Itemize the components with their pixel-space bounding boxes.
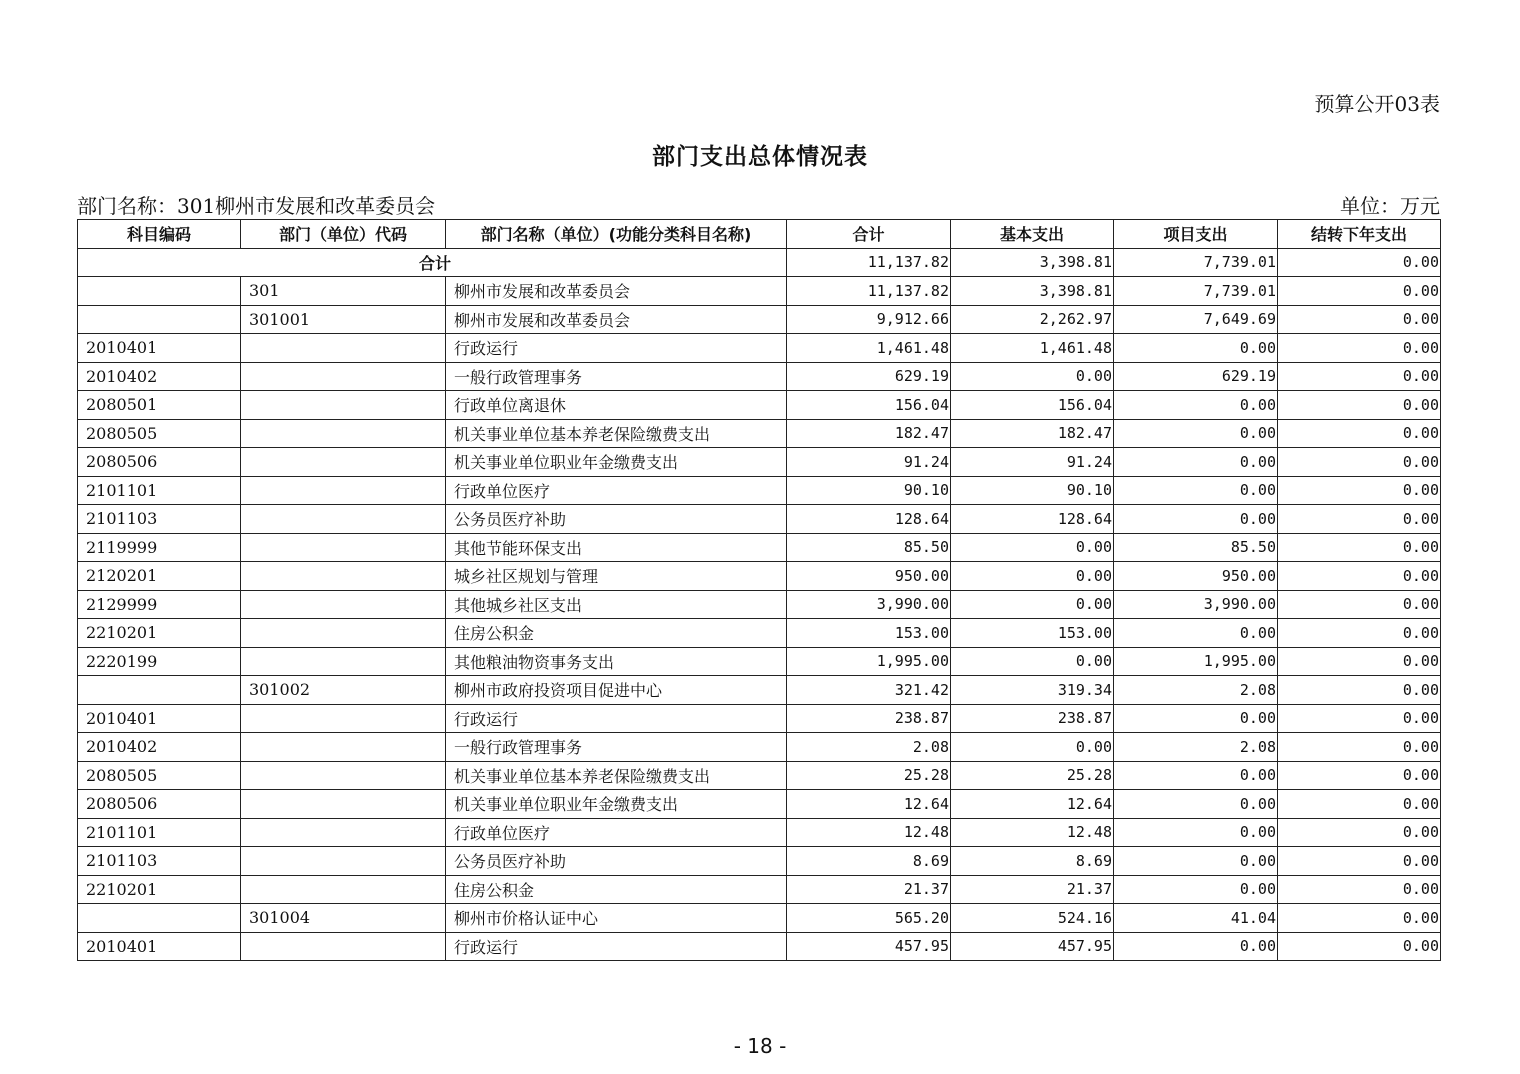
cell-basic: 3,398.81 (951, 277, 1114, 306)
cell-unit-code (241, 362, 446, 391)
cell-unit-code (241, 932, 446, 961)
cell-subject-code: 2080501 (78, 391, 241, 420)
cell-project: 0.00 (1114, 419, 1278, 448)
cell-total: 1,995.00 (787, 647, 951, 676)
cell-carryover: 0.00 (1278, 277, 1441, 306)
table-row (78, 476, 1441, 505)
cell-unit-name: 机关事业单位基本养老保险缴费支出 (446, 419, 787, 448)
cell-unit-name: 行政单位医疗 (446, 476, 787, 505)
table-row (78, 875, 1441, 904)
cell-total: 12.64 (787, 790, 951, 819)
total-row-label: 合计 (78, 248, 787, 277)
cell-unit-code: 301 (241, 277, 446, 306)
cell-carryover: 0.00 (1278, 647, 1441, 676)
cell-project: 0.00 (1114, 505, 1278, 534)
table-row (78, 391, 1441, 420)
cell-unit-code: 301001 (241, 305, 446, 334)
cell-basic: 8.69 (951, 847, 1114, 876)
cell-basic: 457.95 (951, 932, 1114, 961)
cell-basic: 0.00 (951, 590, 1114, 619)
column-header-basic: 基本支出 (951, 220, 1114, 249)
cell-carryover: 0.00 (1278, 818, 1441, 847)
form-code: 预算公开03表 (1314, 92, 1440, 116)
cell-total: 565.20 (787, 904, 951, 933)
cell-subject-code: 2210201 (78, 875, 241, 904)
cell-project: 3,990.00 (1114, 590, 1278, 619)
cell-project: 0.00 (1114, 448, 1278, 477)
cell-basic: 156.04 (951, 391, 1114, 420)
table-row (78, 505, 1441, 534)
cell-unit-code (241, 505, 446, 534)
table-row (78, 932, 1441, 961)
cell-subject-code: 2220199 (78, 647, 241, 676)
column-header-total: 合计 (787, 220, 951, 249)
cell-unit-code (241, 875, 446, 904)
cell-project: 1,995.00 (1114, 647, 1278, 676)
cell-carryover: 0.00 (1278, 875, 1441, 904)
cell-project: 41.04 (1114, 904, 1278, 933)
cell-unit-name: 机关事业单位职业年金缴费支出 (446, 790, 787, 819)
column-header-unit-code: 部门（单位）代码 (241, 220, 446, 249)
cell-carryover: 0.00 (1278, 676, 1441, 705)
cell-carryover: 0.00 (1278, 562, 1441, 591)
cell-basic: 0.00 (951, 733, 1114, 762)
cell-project: 2.08 (1114, 733, 1278, 762)
cell-unit-name: 行政单位离退休 (446, 391, 787, 420)
cell-project: 629.19 (1114, 362, 1278, 391)
cell-carryover: 0.00 (1278, 904, 1441, 933)
cell-carryover: 0.00 (1278, 847, 1441, 876)
cell-basic: 90.10 (951, 476, 1114, 505)
cell-project: 0.00 (1114, 619, 1278, 648)
cell-total: 12.48 (787, 818, 951, 847)
cell-basic: 25.28 (951, 761, 1114, 790)
total-row (78, 248, 1441, 277)
cell-total: 182.47 (787, 419, 951, 448)
cell-carryover: 0.00 (1278, 391, 1441, 420)
cell-basic: 0.00 (951, 362, 1114, 391)
cell-basic: 128.64 (951, 505, 1114, 534)
cell-total: 1,461.48 (787, 334, 951, 363)
cell-subject-code: 2010401 (78, 334, 241, 363)
cell-subject-code: 2010402 (78, 362, 241, 391)
cell-unit-code: 301004 (241, 904, 446, 933)
unit-label: 单位：万元 (1340, 194, 1440, 218)
cell-subject-code (78, 277, 241, 306)
total-row-total: 11,137.82 (787, 248, 951, 277)
table-row (78, 761, 1441, 790)
cell-total: 950.00 (787, 562, 951, 591)
cell-unit-code (241, 448, 446, 477)
table-row (78, 904, 1441, 933)
cell-project: 2.08 (1114, 676, 1278, 705)
cell-unit-code (241, 647, 446, 676)
cell-subject-code: 2010402 (78, 733, 241, 762)
cell-unit-code (241, 476, 446, 505)
cell-project: 0.00 (1114, 334, 1278, 363)
cell-project: 0.00 (1114, 932, 1278, 961)
expenditure-table (77, 219, 1441, 961)
cell-total: 629.19 (787, 362, 951, 391)
cell-total: 3,990.00 (787, 590, 951, 619)
table-row (78, 277, 1441, 306)
cell-carryover: 0.00 (1278, 305, 1441, 334)
table-row (78, 448, 1441, 477)
cell-unit-name: 行政运行 (446, 704, 787, 733)
cell-basic: 153.00 (951, 619, 1114, 648)
cell-carryover: 0.00 (1278, 533, 1441, 562)
cell-total: 238.87 (787, 704, 951, 733)
table-row (78, 790, 1441, 819)
cell-unit-code (241, 419, 446, 448)
table-row (78, 362, 1441, 391)
cell-unit-name: 其他粮油物资事务支出 (446, 647, 787, 676)
cell-unit-name: 其他城乡社区支出 (446, 590, 787, 619)
table-row (78, 305, 1441, 334)
cell-total: 128.64 (787, 505, 951, 534)
cell-basic: 0.00 (951, 647, 1114, 676)
cell-basic: 1,461.48 (951, 334, 1114, 363)
cell-unit-name: 一般行政管理事务 (446, 733, 787, 762)
cell-project: 950.00 (1114, 562, 1278, 591)
table-row (78, 334, 1441, 363)
cell-unit-name: 一般行政管理事务 (446, 362, 787, 391)
cell-unit-name: 其他节能环保支出 (446, 533, 787, 562)
cell-carryover: 0.00 (1278, 590, 1441, 619)
page-title: 部门支出总体情况表 (652, 144, 868, 170)
cell-basic: 21.37 (951, 875, 1114, 904)
cell-basic: 524.16 (951, 904, 1114, 933)
cell-subject-code: 2101103 (78, 505, 241, 534)
cell-total: 25.28 (787, 761, 951, 790)
table-row (78, 704, 1441, 733)
cell-unit-code (241, 761, 446, 790)
cell-project: 0.00 (1114, 391, 1278, 420)
cell-project: 0.00 (1114, 875, 1278, 904)
cell-total: 8.69 (787, 847, 951, 876)
cell-unit-name: 公务员医疗补助 (446, 847, 787, 876)
table-row (78, 818, 1441, 847)
cell-subject-code: 2101101 (78, 818, 241, 847)
cell-basic: 12.48 (951, 818, 1114, 847)
table-row (78, 590, 1441, 619)
total-row-basic: 3,398.81 (951, 248, 1114, 277)
cell-carryover: 0.00 (1278, 505, 1441, 534)
cell-total: 2.08 (787, 733, 951, 762)
cell-unit-code (241, 391, 446, 420)
cell-total: 85.50 (787, 533, 951, 562)
cell-carryover: 0.00 (1278, 419, 1441, 448)
cell-unit-name: 机关事业单位职业年金缴费支出 (446, 448, 787, 477)
cell-subject-code: 2010401 (78, 704, 241, 733)
cell-basic: 182.47 (951, 419, 1114, 448)
cell-project: 7,649.69 (1114, 305, 1278, 334)
cell-unit-name: 柳州市政府投资项目促进中心 (446, 676, 787, 705)
department-name: 部门名称：301柳州市发展和改革委员会 (77, 194, 436, 218)
cell-unit-code (241, 590, 446, 619)
table-row (78, 562, 1441, 591)
column-header-carryover: 结转下年支出 (1278, 220, 1441, 249)
cell-project: 0.00 (1114, 761, 1278, 790)
cell-subject-code: 2101101 (78, 476, 241, 505)
cell-basic: 2,262.97 (951, 305, 1114, 334)
cell-total: 153.00 (787, 619, 951, 648)
table-row (78, 619, 1441, 648)
cell-total: 11,137.82 (787, 277, 951, 306)
cell-total: 21.37 (787, 875, 951, 904)
cell-subject-code: 2080505 (78, 419, 241, 448)
table-row (78, 647, 1441, 676)
cell-carryover: 0.00 (1278, 362, 1441, 391)
column-header-unit-name: 部门名称（单位）(功能分类科目名称) (446, 220, 787, 249)
cell-unit-name: 城乡社区规划与管理 (446, 562, 787, 591)
column-header-project: 项目支出 (1114, 220, 1278, 249)
cell-unit-code (241, 847, 446, 876)
cell-unit-name: 柳州市价格认证中心 (446, 904, 787, 933)
table-row (78, 676, 1441, 705)
cell-unit-code (241, 533, 446, 562)
cell-total: 9,912.66 (787, 305, 951, 334)
cell-subject-code: 2120201 (78, 562, 241, 591)
cell-carryover: 0.00 (1278, 932, 1441, 961)
page-number: - 18 - (733, 1034, 787, 1058)
table-header-row (78, 220, 1441, 249)
cell-subject-code (78, 904, 241, 933)
cell-unit-name: 行政运行 (446, 334, 787, 363)
cell-basic: 91.24 (951, 448, 1114, 477)
cell-unit-code (241, 818, 446, 847)
cell-carryover: 0.00 (1278, 790, 1441, 819)
cell-unit-code (241, 733, 446, 762)
table-row (78, 847, 1441, 876)
cell-unit-name: 行政运行 (446, 932, 787, 961)
cell-unit-name: 公务员医疗补助 (446, 505, 787, 534)
cell-project: 0.00 (1114, 818, 1278, 847)
cell-project: 0.00 (1114, 476, 1278, 505)
cell-total: 457.95 (787, 932, 951, 961)
cell-project: 0.00 (1114, 704, 1278, 733)
table-row (78, 533, 1441, 562)
cell-basic: 0.00 (951, 562, 1114, 591)
column-header-subject-code: 科目编码 (78, 220, 241, 249)
cell-carryover: 0.00 (1278, 619, 1441, 648)
cell-unit-code (241, 790, 446, 819)
cell-carryover: 0.00 (1278, 704, 1441, 733)
cell-unit-name: 住房公积金 (446, 875, 787, 904)
cell-unit-code (241, 704, 446, 733)
cell-unit-name: 住房公积金 (446, 619, 787, 648)
cell-total: 156.04 (787, 391, 951, 420)
cell-unit-name: 柳州市发展和改革委员会 (446, 277, 787, 306)
cell-total: 90.10 (787, 476, 951, 505)
cell-subject-code: 2080506 (78, 448, 241, 477)
cell-unit-name: 机关事业单位基本养老保险缴费支出 (446, 761, 787, 790)
cell-carryover: 0.00 (1278, 733, 1441, 762)
cell-basic: 0.00 (951, 533, 1114, 562)
cell-unit-name: 柳州市发展和改革委员会 (446, 305, 787, 334)
cell-project: 85.50 (1114, 533, 1278, 562)
total-row-project: 7,739.01 (1114, 248, 1278, 277)
cell-total: 91.24 (787, 448, 951, 477)
cell-unit-name: 行政单位医疗 (446, 818, 787, 847)
cell-subject-code: 2210201 (78, 619, 241, 648)
table-row (78, 733, 1441, 762)
cell-project: 0.00 (1114, 790, 1278, 819)
cell-carryover: 0.00 (1278, 334, 1441, 363)
cell-subject-code: 2080506 (78, 790, 241, 819)
cell-carryover: 0.00 (1278, 476, 1441, 505)
cell-unit-code (241, 562, 446, 591)
cell-subject-code: 2129999 (78, 590, 241, 619)
cell-unit-code (241, 334, 446, 363)
cell-subject-code: 2080505 (78, 761, 241, 790)
cell-project: 7,739.01 (1114, 277, 1278, 306)
cell-basic: 12.64 (951, 790, 1114, 819)
cell-basic: 319.34 (951, 676, 1114, 705)
cell-subject-code: 2119999 (78, 533, 241, 562)
cell-total: 321.42 (787, 676, 951, 705)
cell-project: 0.00 (1114, 847, 1278, 876)
cell-carryover: 0.00 (1278, 448, 1441, 477)
cell-unit-code (241, 619, 446, 648)
table-row (78, 419, 1441, 448)
cell-subject-code: 2101103 (78, 847, 241, 876)
cell-subject-code (78, 305, 241, 334)
cell-subject-code (78, 676, 241, 705)
total-row-carryover: 0.00 (1278, 248, 1441, 277)
cell-carryover: 0.00 (1278, 761, 1441, 790)
cell-subject-code: 2010401 (78, 932, 241, 961)
cell-unit-code: 301002 (241, 676, 446, 705)
cell-basic: 238.87 (951, 704, 1114, 733)
table-body (78, 248, 1441, 961)
